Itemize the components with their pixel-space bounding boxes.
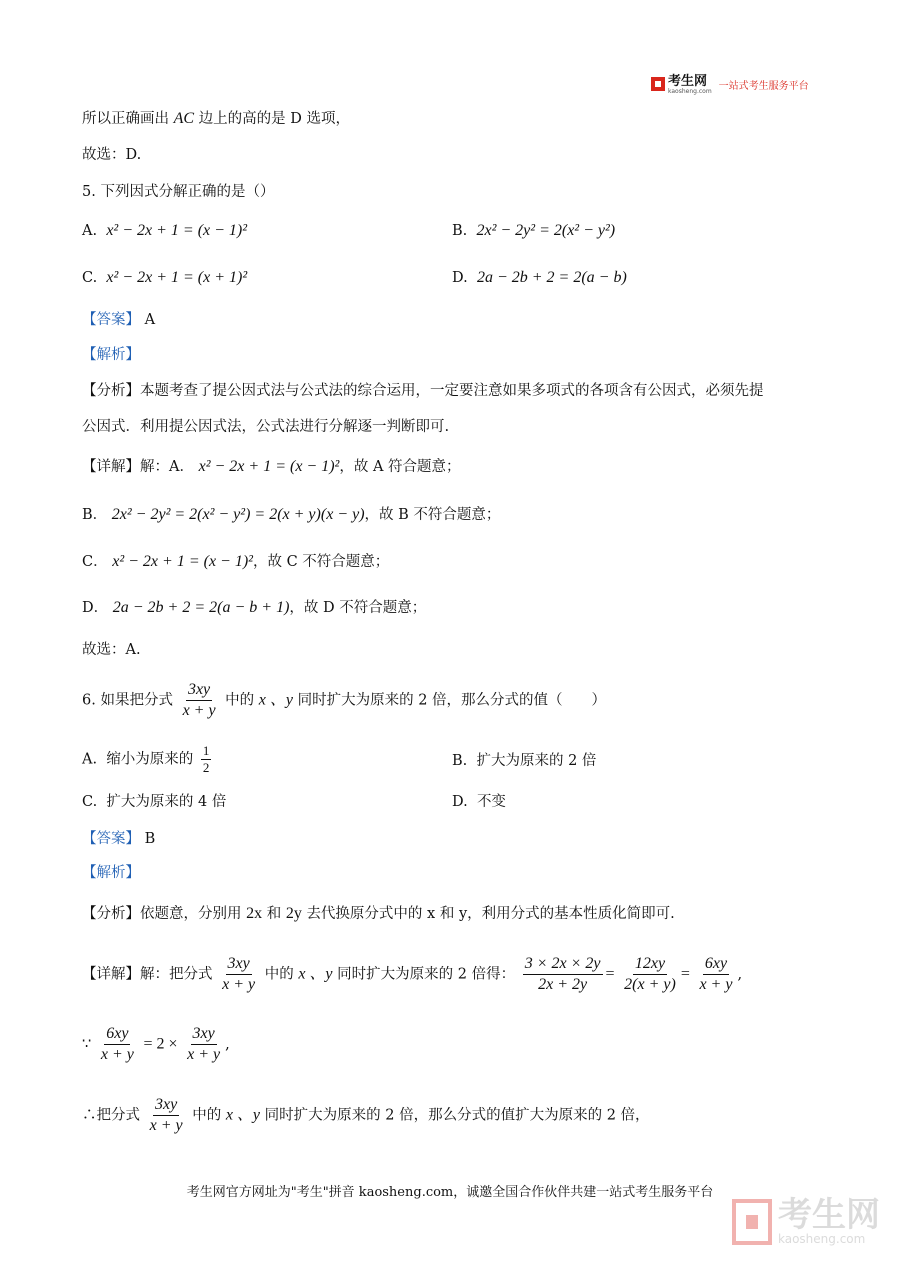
numerator: 12xy <box>633 955 667 975</box>
math: x² − 2x + 1 = (x − 1)² <box>112 553 253 570</box>
q6-fenxi <box>82 903 675 925</box>
q5-detail-a <box>82 456 461 478</box>
fenxi-tag: 【分析】 <box>82 383 140 399</box>
q6-analysis-tag: 【解析】 <box>82 865 140 881</box>
text: 中的 <box>192 1107 222 1124</box>
text: 去代换原分式中的 x 和 y，利用分式的基本性质化简即可. <box>306 906 675 922</box>
math: 2x² − 2y² = 2(x² − y²) = 2(x + y)(x − y) <box>111 506 365 523</box>
text: 同时扩大为原来的 2 倍得： <box>337 966 516 983</box>
denominator: x + y <box>100 1046 134 1063</box>
because-symbol: ∵ <box>82 1036 92 1053</box>
answer-tag: 【答案】 <box>82 312 140 328</box>
text: 6. 如果把分式 <box>82 692 173 709</box>
answer-value: A <box>144 312 156 328</box>
q5-option-d <box>452 267 627 289</box>
option-math: 2x² − 2y² = 2(x² − y²) <box>476 222 616 239</box>
q6-option-a <box>82 744 214 775</box>
q5-option-c <box>82 267 247 289</box>
text: B． <box>82 507 108 523</box>
option-label: C. <box>82 794 98 810</box>
option-math: 2a − 2b + 2 = 2(a − b) <box>476 269 627 286</box>
q6-detail-1: 【详解】解：把分式 $\frac{3xy}{x + y}$ 中的 x 、y 同时扩大为原来的 2 倍得： $\frac{3 \times 2x \times 2y}{2x + 2y}$ = $\frac{12xy}{2(x + y)}$ = $\frac{6xy}{x + y}$ , <box>82 955 743 993</box>
q5-fenxi-2: 公因式．利用提公因式法，公式法进行分解逐一判断即可. <box>82 419 450 435</box>
numerator: 3xy <box>153 1096 179 1116</box>
option-text: 扩大为原来的 4 倍 <box>106 794 227 810</box>
question-6 <box>82 681 606 720</box>
fraction-3xy <box>220 955 257 994</box>
option-label: D. <box>452 270 468 286</box>
numerator: 3xy <box>226 955 252 975</box>
q6-option-d <box>452 791 506 813</box>
header-logo <box>651 73 809 95</box>
question-5: 5. 下列因式分解正确的是（） <box>82 184 275 200</box>
option-text: 扩大为原来的 2 倍 <box>476 753 597 769</box>
prev-conclusion-line <box>82 108 350 130</box>
denominator: x + y <box>187 1046 221 1063</box>
q6-because: ∵ $\frac{6xy}{x + y}$ = 2 × $\frac{3xy}{x + y}$ , <box>82 1025 230 1063</box>
detail-tag: 【详解】 <box>82 459 140 475</box>
numerator: 3xy <box>186 681 212 701</box>
detail-tag: 【详解】 <box>82 966 140 983</box>
text: 边上的高的是 D 选项， <box>198 111 351 127</box>
q5-option-a <box>82 220 247 242</box>
fraction-3xy <box>181 681 218 720</box>
math: 2y <box>285 905 302 922</box>
q5-answer <box>82 309 155 331</box>
text: 解：把分式 <box>140 966 213 983</box>
text: 所以正确画出 <box>82 111 169 127</box>
q5-detail-c <box>82 551 389 573</box>
watermark <box>732 1195 880 1246</box>
math-xy: x 、y <box>298 965 333 983</box>
q6-therefore <box>82 1096 650 1135</box>
fraction-substituted <box>523 955 603 994</box>
option-label: B. <box>452 223 468 239</box>
text: ，故 C 不符合题意； <box>252 554 390 570</box>
denominator: x + y <box>222 976 256 993</box>
watermark-domain: kaosheng.com <box>778 1232 866 1246</box>
prev-answer: 故选：D. <box>82 147 142 163</box>
text: 同时扩大为原来的 2 倍，那么分式的值（ ） <box>297 692 607 709</box>
denominator: 2x + 2y <box>538 976 588 993</box>
denominator: x + y <box>149 1117 183 1134</box>
math: 2x <box>246 905 263 922</box>
q5-select: 故选：A. <box>82 642 141 658</box>
option-label: D. <box>452 794 468 810</box>
math: 2a − 2b + 2 = 2(a − b + 1) <box>112 599 290 616</box>
text: ，故 D 不符合题意； <box>289 600 427 616</box>
watermark-name: 考生网 <box>778 1195 880 1235</box>
watermark-text <box>778 1195 880 1246</box>
math-xy: x 、y <box>225 1106 261 1124</box>
denominator: x + y <box>182 702 216 719</box>
numerator: 3 × 2x × 2y <box>523 955 603 975</box>
math: x² − 2x + 1 = (x − 1)² <box>198 458 340 475</box>
option-label: A. <box>82 223 98 239</box>
q5-detail-d <box>82 597 426 619</box>
fenxi-tag: 【分析】 <box>82 906 140 922</box>
option-label: B. <box>452 753 468 769</box>
text: 同时扩大为原来的 2 倍，那么分式的值扩大为原来的 2 倍， <box>264 1107 650 1124</box>
denominator: x + y <box>699 976 733 993</box>
logo-domain: kaosheng.com <box>668 88 712 95</box>
page-footer: 考生网官方网址为"考生"拼音 kaosheng.com，诚邀全国合作伙伴共建一站式考生服务平台 <box>186 1185 714 1200</box>
fraction-6xy <box>697 955 734 994</box>
math-xy: x 、y <box>258 691 293 709</box>
fraction-3xy <box>185 1025 222 1064</box>
kaosheng-logo-icon <box>651 77 665 91</box>
option-text: 不变 <box>476 794 506 810</box>
q5-fenxi-1 <box>82 380 764 402</box>
option-math: x² − 2x + 1 = (x + 1)² <box>106 269 248 286</box>
numerator: 6xy <box>104 1025 130 1045</box>
text: 中的 <box>225 692 255 709</box>
text: ，故 A 符合题意； <box>339 459 461 475</box>
text: 中的 <box>264 966 294 983</box>
kaosheng-watermark-icon <box>732 1199 772 1245</box>
math: = 2 × <box>143 1035 178 1053</box>
numerator: 6xy <box>703 955 729 975</box>
q6-option-b <box>452 750 596 772</box>
q5-detail-b <box>82 504 500 526</box>
q6-answer <box>82 828 155 850</box>
option-text: 缩小为原来的 <box>106 751 194 768</box>
text: ，故 B 不符合题意； <box>364 507 501 523</box>
text: 解：A． <box>140 459 194 475</box>
answer-value: B <box>144 831 156 847</box>
text: 本题考查了提公因式法与公式法的综合运用，一定要注意如果多项式的各项含有公因式，必须先提 <box>140 383 764 399</box>
numerator: 3xy <box>191 1025 217 1045</box>
answer-tag: 【答案】 <box>82 831 140 847</box>
q6-option-c <box>82 791 226 813</box>
denominator: 2(x + y) <box>624 976 676 993</box>
fraction-12xy <box>622 955 678 994</box>
text: C． <box>82 554 108 570</box>
logo-name: 考生网 <box>668 74 708 89</box>
denominator: 2 <box>202 760 210 775</box>
text: D． <box>82 600 109 616</box>
math-ac: AC <box>173 110 195 127</box>
fraction-half <box>201 744 212 775</box>
option-math: x² − 2x + 1 = (x − 1)² <box>106 222 248 239</box>
q5-option-b <box>452 220 615 242</box>
text: 和 <box>266 906 282 922</box>
q5-analysis-tag: 【解析】 <box>82 347 140 363</box>
option-label: C. <box>82 270 98 286</box>
fraction-6xy <box>99 1025 136 1064</box>
option-label: A. <box>82 751 98 768</box>
numerator: 1 <box>202 743 210 758</box>
text: 依题意，分别用 <box>140 906 242 922</box>
fraction-3xy <box>148 1096 185 1135</box>
logo-text <box>668 73 712 95</box>
header-slogan: 一站式考生服务平台 <box>718 80 809 92</box>
text: ∴把分式 <box>82 1107 140 1124</box>
